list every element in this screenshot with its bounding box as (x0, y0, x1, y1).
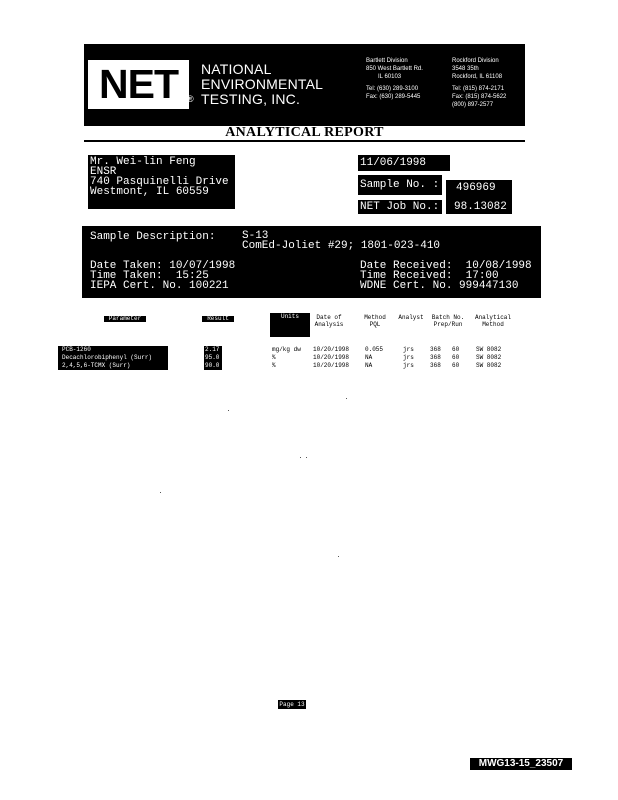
address-line: Tel: (815) 874-2171 (452, 86, 505, 92)
scan-speck (300, 457, 301, 458)
row-pql: NA (365, 354, 373, 361)
row-date: 10/20/1998 (313, 354, 350, 361)
row-date: 10/20/1998 (313, 362, 350, 369)
column-header-analyst: Analyst (398, 314, 424, 321)
address-line: (800) 897-2577 (452, 102, 494, 108)
sample-number-value: 496969 (446, 180, 512, 200)
address-line: Rockford Division (452, 58, 499, 64)
scan-speck (160, 492, 161, 493)
scan-speck (346, 398, 347, 399)
client-line: ENSR (90, 166, 117, 178)
sample-number-label: Sample No. : (358, 175, 442, 195)
job-number-value: 98.13082 (446, 200, 512, 214)
column-header-date: Date of Analysis (314, 314, 344, 328)
address-line: 850 West Bartlett Rd. (366, 66, 423, 72)
row-prep: 368 (430, 362, 441, 369)
address-line: Tel: (630) 289-3100 (366, 86, 419, 92)
bartlett-division-address (366, 57, 423, 101)
row-units: mg/kg dw (272, 346, 301, 353)
row-prep: 368 (430, 346, 441, 353)
iepa-cert: IEPA Cert. No. 100221 (90, 280, 229, 292)
sample-description-line: S-13 (242, 230, 269, 242)
net-logo (88, 60, 189, 109)
date-received: Date Received: 10/08/1998 (360, 260, 532, 272)
sample-description-line: ComEd-Joliet #29; 1801-023-410 (242, 240, 441, 252)
address-line: IL 60103 (378, 74, 402, 80)
logo-text: NET (99, 61, 178, 107)
rockford-division-address (452, 57, 506, 109)
scan-speck (338, 556, 339, 557)
row-parameter: Decachlorobiphenyl (Surr) (58, 354, 168, 362)
wdne-cert: WDNE Cert. No. 999447130 (360, 280, 519, 292)
row-run: 60 (452, 354, 460, 361)
company-line: TESTING, INC. (201, 91, 301, 107)
report-date: 11/06/1998 (358, 155, 450, 171)
row-analyst: jrs (403, 354, 414, 361)
row-result: 2.17 (204, 346, 222, 354)
row-analyst: jrs (403, 362, 414, 369)
address-line: Rockford, IL 61108 (452, 74, 503, 80)
sample-info-block (82, 226, 541, 298)
date-taken: Date Taken: 10/07/1998 (90, 260, 236, 272)
row-run: 60 (452, 362, 460, 369)
address-line: Bartlett Division (366, 58, 408, 64)
address-line: Fax: (815) 874-5622 (452, 94, 507, 100)
job-number-label: NET Job No.: (358, 200, 442, 214)
row-method: SW 8082 (476, 362, 502, 369)
row-pql: NA (365, 362, 373, 369)
address-line: 3548 35th (452, 66, 479, 72)
company-name (201, 62, 323, 107)
row-method: SW 8082 (476, 354, 502, 361)
column-header-method-pql: Method PQL (364, 314, 386, 328)
row-date: 10/20/1998 (313, 346, 350, 353)
column-header-result: Result (202, 316, 234, 322)
column-header-analytical-method: Analytical Method (474, 314, 511, 328)
row-prep: 368 (430, 354, 441, 361)
row-parameter: PCB-1260 (58, 346, 168, 354)
row-analyst: jrs (403, 346, 414, 353)
bates-number: MWG13-15_23507 (470, 758, 572, 770)
sample-description-label: Sample Description: (90, 231, 216, 243)
registered-mark-icon: ® (187, 94, 194, 104)
address-line: Fax: (630) 289-5445 (366, 94, 421, 100)
column-header-batch: Batch No. Prep/Run (431, 314, 465, 328)
time-taken: Time Taken: 15:25 (90, 270, 209, 282)
company-line: NATIONAL (201, 61, 272, 77)
report-title: ANALYTICAL REPORT (84, 126, 525, 140)
row-result: 90.0 (204, 362, 222, 370)
row-method: SW 8082 (476, 346, 502, 353)
row-parameter: 2,4,5,6-TCMX (Surr) (58, 362, 168, 370)
client-address-block (88, 155, 235, 209)
row-units: % (272, 354, 276, 361)
client-line: 740 Pasquinelli Drive (90, 176, 229, 188)
client-line: Mr. Wei-lin Feng (90, 156, 196, 168)
title-underline (84, 140, 525, 142)
scan-speck (228, 410, 229, 411)
column-header-units: Units (270, 313, 310, 337)
column-header-parameter: Parameter (104, 316, 146, 322)
row-run: 60 (452, 346, 460, 353)
row-units: % (272, 362, 276, 369)
scan-speck (306, 457, 307, 458)
row-pql: 0.055 (365, 346, 384, 353)
page-number: Page 13 (279, 701, 305, 708)
client-line: Westmont, IL 60559 (90, 186, 209, 198)
row-result: 95.0 (204, 354, 222, 362)
company-line: ENVIRONMENTAL (201, 76, 324, 92)
time-received: Time Received: 17:00 (360, 270, 499, 282)
